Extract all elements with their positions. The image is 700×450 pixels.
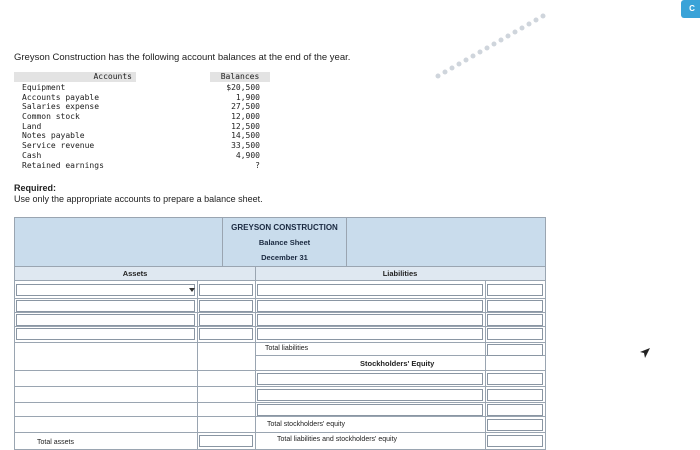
account-table-header — [22, 72, 272, 83]
total-liabilities-label: Total liabilities — [265, 345, 309, 352]
account-name: Notes payable — [22, 131, 85, 141]
row-divider — [15, 386, 545, 387]
account-row — [22, 151, 272, 161]
row-divider — [15, 370, 545, 371]
account-balance: 12,000 — [231, 112, 260, 122]
account-row — [22, 112, 272, 122]
balance-sheet-header — [15, 218, 545, 267]
total-liab-equity-amount-input[interactable] — [487, 435, 543, 447]
corner-button[interactable]: C — [681, 0, 700, 18]
account-row — [22, 131, 272, 141]
equity-amount-input[interactable] — [487, 404, 543, 416]
equity-amount-input[interactable] — [487, 373, 543, 385]
row-divider — [15, 326, 545, 327]
header-title-box — [222, 218, 347, 266]
account-balance: 4,900 — [235, 150, 260, 160]
row-divider — [15, 312, 545, 313]
liability-account-input[interactable] — [257, 314, 483, 326]
total-liabilities-and-equity-label: Total liabilities and stockholders' equity — [277, 436, 398, 443]
column-headers — [15, 267, 545, 281]
decorative-dots — [430, 10, 570, 90]
account-balance: 27,500 — [231, 102, 260, 112]
equity-account-input[interactable] — [257, 389, 483, 401]
row-divider — [15, 416, 545, 417]
account-name: Land — [22, 121, 42, 131]
asset-account-input[interactable] — [16, 284, 195, 296]
account-row — [22, 122, 272, 132]
account-row — [22, 102, 272, 112]
total-assets-amount-input[interactable] — [199, 435, 253, 447]
asset-account-input[interactable] — [16, 314, 195, 326]
asset-amount-input[interactable] — [199, 284, 253, 296]
statement-date: December 31 — [261, 253, 308, 262]
total-liabilities-amount-input[interactable] — [487, 344, 543, 356]
balances-column-header: Balances — [210, 72, 270, 82]
liability-account-input[interactable] — [257, 284, 483, 296]
account-name: Retained earnings — [22, 160, 104, 170]
liability-account-input[interactable] — [257, 300, 483, 312]
row-divider — [15, 298, 545, 299]
account-name: Equipment — [22, 83, 66, 92]
row-divider — [15, 402, 545, 403]
row-divider — [15, 432, 545, 433]
account-name: Cash — [22, 150, 42, 160]
account-balance: 33,500 — [231, 141, 260, 151]
equity-account-input[interactable] — [257, 373, 483, 385]
equity-account-input[interactable] — [257, 404, 483, 416]
account-balances-table — [22, 72, 272, 170]
asset-amount-input[interactable] — [199, 300, 253, 312]
total-assets-label: Total assets — [37, 439, 74, 446]
assets-heading: Assets — [122, 269, 148, 278]
asset-amount-input[interactable] — [199, 314, 253, 326]
account-balance: $20,500 — [226, 83, 260, 92]
accounts-column-header: Accounts — [14, 72, 136, 82]
stockholders-equity-heading: Stockholders' Equity — [360, 359, 435, 368]
account-row — [22, 141, 272, 151]
chevron-down-icon[interactable] — [189, 288, 195, 292]
account-row — [22, 161, 272, 171]
account-balance: ? — [255, 160, 260, 170]
equity-amount-input[interactable] — [487, 389, 543, 401]
liability-amount-input[interactable] — [487, 314, 543, 326]
problem-intro: Greyson Construction has the following account balances at the end of the year. — [14, 52, 351, 63]
liability-amount-input[interactable] — [487, 300, 543, 312]
balance-sheet-form — [14, 217, 546, 450]
liabilities-heading: Liabilities — [382, 269, 418, 278]
account-name: Service revenue — [22, 141, 95, 151]
account-balance: 14,500 — [231, 131, 260, 141]
row-divider — [15, 342, 545, 343]
asset-account-input[interactable] — [16, 300, 195, 312]
liability-amount-input[interactable] — [487, 328, 543, 340]
asset-account-input[interactable] — [16, 328, 195, 340]
account-balance: 12,500 — [231, 121, 260, 131]
asset-amount-input[interactable] — [199, 328, 253, 340]
statement-title: Balance Sheet — [258, 238, 311, 247]
column-divider — [255, 267, 256, 450]
account-name: Common stock — [22, 112, 80, 122]
company-name: GREYSON CONSTRUCTION — [231, 223, 338, 232]
account-row — [22, 83, 272, 93]
account-name: Salaries expense — [22, 102, 100, 112]
total-stockholders-equity-label: Total stockholders' equity — [267, 421, 345, 428]
column-divider — [485, 280, 486, 450]
total-equity-amount-input[interactable] — [487, 419, 543, 431]
liability-amount-input[interactable] — [487, 284, 543, 296]
required-heading: Required: — [14, 183, 57, 193]
account-row — [22, 93, 272, 103]
required-instruction: Use only the appropriate accounts to prepare a balance sheet. — [14, 194, 263, 204]
mouse-pointer-icon — [639, 347, 651, 359]
account-balance: 1,900 — [235, 92, 260, 102]
column-divider — [197, 280, 198, 450]
account-name: Accounts payable — [22, 92, 100, 102]
liability-account-input[interactable] — [257, 328, 483, 340]
